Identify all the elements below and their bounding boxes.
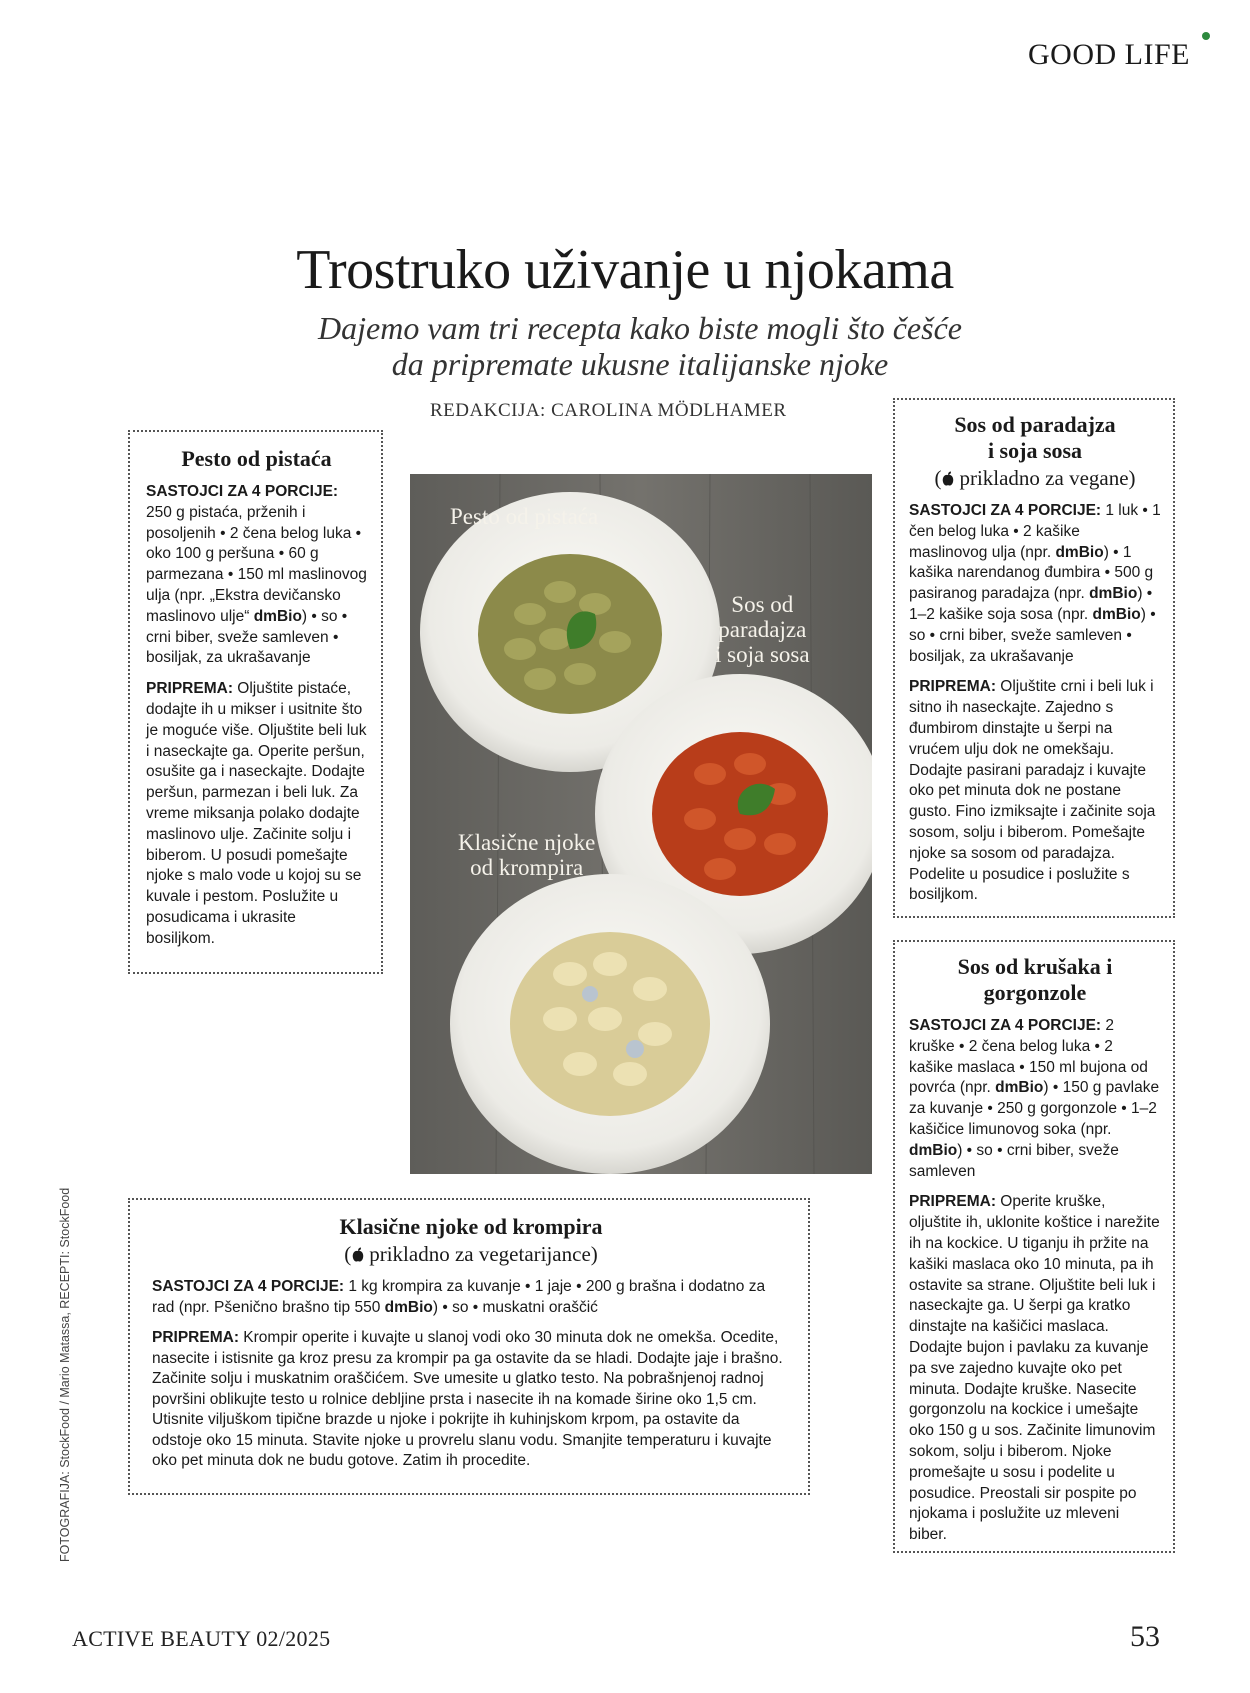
photo-caption-line: od krompira [470, 855, 584, 880]
apple-leaf-icon [351, 1247, 365, 1263]
ingredients-text [146, 482, 367, 669]
ingredients-label: SASTOJCI ZA 4 PORCIJE: [146, 483, 339, 500]
preparation-text [909, 1192, 1161, 1546]
preparation-label: PRIPREMA: [909, 678, 996, 696]
recipe-box-pesto [128, 430, 383, 974]
preparation-text [152, 1328, 790, 1472]
photo-caption-classic [458, 830, 595, 880]
preparation-label: PRIPREMA: [146, 680, 233, 698]
photo-credit: FOTOGRAFIJA: StockFood / Mario Matassa, RECEPTI: StockFood [58, 1187, 72, 1562]
ingredients-part: 1 luk • 1 čen belog luka • 2 kašike maslinovog ulja (npr. [909, 502, 1161, 561]
brand-name: dmBio [384, 1298, 433, 1316]
ingredients-part: ) • 1 kašika narendanog đumbira • 500 g pasiranog paradajza (npr. [909, 543, 1154, 603]
subtitle-line: Dajemo vam tri recepta kako biste mogli što češće [318, 310, 962, 346]
preparation-text [146, 679, 367, 949]
photo-caption-line: Klasične njoke [458, 830, 596, 855]
photo-caption-line: Sos od [731, 592, 794, 617]
preparation-label: PRIPREMA: [152, 1329, 239, 1346]
brand-name: dmBio [1092, 605, 1141, 623]
preparation-label: PRIPREMA: [909, 1193, 996, 1211]
photo-caption-tomato [715, 592, 810, 667]
ingredients-part: ) • 150 g pavlake za kuvanje • 250 g gorgonzole • 1–2 kašičice limunovog soka (npr. [909, 1079, 1160, 1138]
diet-note [909, 466, 1161, 491]
note-text: prikladno za vegane) [959, 466, 1136, 490]
ingredients-label: SASTOJCI ZA 4 PORCIJE: [152, 1278, 345, 1295]
section-label: GOOD LIFE [1028, 38, 1190, 71]
recipe-title-line: Sos od krušaka i [957, 954, 1113, 979]
magazine-issue: ACTIVE BEAUTY 02/2025 [72, 1626, 331, 1651]
ingredients-part: ) • so • crni biber, sveže samleven • bosiljak, za ukrašavanje [909, 605, 1156, 665]
photo-caption-line: paradajza [718, 617, 807, 642]
preparation-body: Oljuštite crni i beli luk i sitno ih naseckajte. Zajedno s đumbirom dinstajte u šerpi na vrućem ulju dok ne omekšaju. Dodajte pasirani paradajz i kuvajte oko pet minuta dok ne postane gusto. Fino izmiksajte i začinite soja sosom, solju i biberom. Pomešajte njoke sa sosom od paradajza. Podelite u posudice i poslužite s bosiljkom. [909, 678, 1156, 904]
page-number: 53 [1130, 1620, 1160, 1653]
note-text: prikladno za vegetarijance) [369, 1242, 598, 1266]
photo-illustration [410, 474, 872, 1174]
ingredients-part: ) • 1–2 kašike soja sosa (npr. [909, 585, 1153, 623]
ingredients-part: ) • so • crni biber, sveže samleven • bosiljak, za ukrašavanje [146, 607, 348, 667]
note-paren: ( [344, 1242, 352, 1266]
recipe-title [909, 954, 1161, 1006]
subtitle-line: da pripremate ukusne italijanske njoke [391, 346, 889, 382]
gnocchi-photo [410, 474, 872, 1174]
ingredients-part: ) • so • muskatni oraščić [432, 1298, 598, 1316]
brand-name: dmBio [909, 1141, 958, 1159]
recipe-title-line: gorgonzole [983, 980, 1087, 1005]
page-subtitle [280, 310, 1000, 382]
diet-note [152, 1242, 790, 1267]
recipe-title: Pesto od pistaća [181, 446, 332, 471]
apple-leaf-icon [941, 471, 955, 487]
ingredients-text [909, 1016, 1161, 1182]
byline: REDAKCIJA: CAROLINA MÖDLHAMER [430, 400, 787, 421]
brand-dot-icon [1202, 32, 1210, 40]
ingredients-label: SASTOJCI ZA 4 PORCIJE: [909, 1017, 1102, 1034]
preparation-text [909, 677, 1161, 906]
ingredients-part: 1 kg krompira za kuvanje • 1 jaje • 200 g brašna i dodatno za rad (npr. Pšenično brašno tip 550 [152, 1278, 766, 1316]
recipe-title-line: Sos od paradajza [954, 412, 1116, 437]
note-paren: ( [934, 466, 942, 490]
ingredients-label: SASTOJCI ZA 4 PORCIJE: [909, 502, 1102, 519]
brand-name: dmBio [1089, 585, 1138, 603]
ingredients-part: ) • so • crni biber, sveže samleven [909, 1141, 1119, 1180]
recipe-title [909, 412, 1161, 464]
brand-name: dmBio [1055, 543, 1104, 561]
ingredients-part: 2 kruške • 2 čena belog luka • 2 kašike maslaca • 150 ml bujona od povrća (npr. [909, 1017, 1148, 1097]
photo-caption-pesto: Pesto od pistaća [450, 504, 599, 529]
ingredients-text [152, 1277, 790, 1318]
page-title: Trostruko uživanje u njokama [296, 239, 954, 301]
recipe-box-classic [128, 1198, 810, 1495]
brand-name: dmBio [253, 607, 302, 625]
brand-name: dmBio [995, 1079, 1044, 1097]
preparation-body: Operite kruške, oljuštite ih, uklonite koštice i narežite ih na kockice. U tiganju ih pržite na kašiki maslaca oko 10 minuta, pa ih ostavite sa strane. Oljuštite beli luk i naseckajte ga. U šerpi ga kratko dinstajte na kašičici maslaca. Dodajte bujon i pavlaku za kuvanje pa sve zajedno kuvajte oko pet minuta. Dodajte kruške. Nasecite gorgonzolu na kockice i umešajte oko 150 g u sos. Začinite limunovim sokom, solju i biberom. Njoke promešajte u sosu i podelite u posudice. Preostali sir pospite po njokama i poslužite uz mleveni biber. [909, 1193, 1160, 1544]
preparation-body: Krompir operite i kuvajte u slanoj vodi oko 30 minuta dok ne omekša. Ocedite, nasecite i istisnite ga kroz presu za krompir pa ga ostavite da se hladi. Dodajte jaje i brašno. Začinite solju i muskatnim oraščićem. Sve umesite u glatko testo. Na pobrašnjenoj radnoj površini oblikujte testo u rolnice debljine prsta i nasecite ih na komade širine oko 1,5 cm. Utisnite viljuškom tipične brazde u njoke i pokrijte ih kuhinjskom krpom, pa ostavite da odstoje oko 15 minuta. Stavite njoke u provrelu slanu vodu. Smanjite temperaturu i kuvajte oko pet minuta dok ne budu gotove. Zatim ih procedite. [152, 1329, 783, 1469]
ingredients-text [909, 501, 1161, 667]
recipe-title: Klasične njoke od krompira [339, 1214, 603, 1239]
recipe-box-pear [893, 940, 1175, 1553]
photo-caption-line: i soja sosa [715, 642, 810, 667]
ingredients-part: 250 g pistaća, prženih i posoljenih • 2 čena belog luka • oko 100 g peršuna • 60 g parmezana • 150 ml maslinovog ulja (npr. „Ekstra devičansko maslinovo ulje“ [146, 503, 367, 625]
recipe-title-line: i soja sosa [987, 438, 1083, 463]
preparation-body: Oljuštite pistaće, dodajte ih u mikser i usitnite što je moguće više. Oljuštite beli luk i naseckajte ga. Operite peršun, osušite ga i naseckajte. Dodajte peršun, parmezan i beli luk. Za vreme miksanja polako dodajte maslinovo ulje. Začinite solju i biberom. U posudi pomešajte njoke s malo vode u kojoj su se kuvale i pestom. Poslužite u posudicama i ukrasite bosiljkom. [146, 680, 367, 947]
recipe-box-tomato [893, 398, 1175, 918]
